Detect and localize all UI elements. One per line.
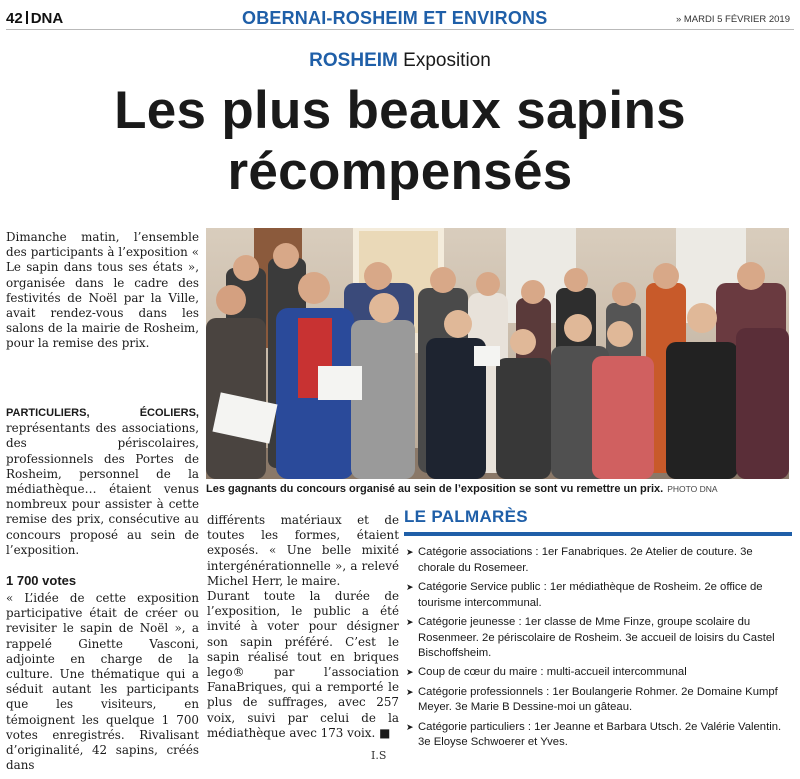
palmares-title: LE PALMARÈS <box>404 507 528 526</box>
palmares-item: ➤ Catégorie professionnels : 1er Boulangerie Rohmer. 2e Domaine Kumpf Meyer. 3e Marie B Dessine-moi un gâteau. <box>406 685 778 714</box>
date-marker-icon: » <box>675 14 682 25</box>
title-line-2: récompensés <box>227 142 573 201</box>
arrow-right-icon: ➤ <box>406 721 414 732</box>
arrow-right-icon: ➤ <box>406 616 414 627</box>
arrow-right-icon: ➤ <box>406 581 414 592</box>
article-kicker <box>0 50 800 72</box>
group-photo-image <box>206 228 789 479</box>
kicker-rubric: Exposition <box>403 50 491 71</box>
newspaper-logo: DNA <box>30 10 64 27</box>
article-paragraph-3: « L’idée de cette exposition participative était de créer ou revisiter le sapin de Noël », a rappelé Ginette Vasconi, adjointe en charge de la culture. Une thématique qui a séduit autant les participants que les visiteurs, en témoignent les quelque 1 700 votes enregistrés. Rivalisant d’originalité, 42 sapins, créés dans <box>6 591 199 773</box>
article-paragraph-3-continued: différents matériaux et de toutes les formes, étaient exposés. « Une belle mixité intergénérationnelle », a relevé Michel Herr, le maire. <box>207 513 399 588</box>
folio-separator <box>26 11 28 24</box>
arrow-right-icon: ➤ <box>406 667 414 678</box>
palmares-item: ➤ Catégorie jeunesse : 1er classe de Mme Finze, groupe scolaire du Rosenmeer. 2e périscolaire de Rosheim. 3e accueil de loisirs du Castel Bischoffsheim. <box>406 615 775 660</box>
section-title: OBERNAI-ROSHEIM ET ENVIRONS <box>242 8 548 28</box>
page-header <box>6 6 794 30</box>
palmares-item: ➤ Coup de cœur du maire : multi-accueil intercommunal <box>404 665 792 681</box>
arrow-right-icon: ➤ <box>406 686 414 697</box>
photo-caption <box>206 483 794 495</box>
author-signature: I.S <box>371 749 387 762</box>
article-paragraph-4: Durant toute la durée de l’exposition, le public a été invité à voter pour désigner son sapin préféré. C’est le sapin réalisé tout en briques lego® par l’association FanaBriques, qui a remporté le plus de suffrages, avec 257 voix, suivi par celui de la médiathèque avec 173 voix. ■ <box>207 589 399 740</box>
arrow-right-icon: ➤ <box>406 547 414 557</box>
article-title <box>0 80 800 202</box>
page-number: 42 <box>6 10 23 27</box>
paragraph-2-text: représentants des associations, des périscolaires, professionnels des Portes de Rosheim, personnel de la médiathèque… étaient venus nombreux pour assister à cette remise des prix, consécutive au concours proposé au sein de l’exposition. <box>6 421 199 557</box>
palmares-item: ➤ Catégorie Service public : 1er médiathèque de Rosheim. 2e office de tourisme intercommunal. <box>406 580 763 609</box>
article-paragraph-2 <box>6 405 199 558</box>
title-line-1: Les plus beaux sapins <box>114 81 686 140</box>
article-subhead: 1 700 votes <box>6 573 77 588</box>
paragraph-caps-lead: PARTICULIERS, ÉCOLIERS, <box>6 407 199 419</box>
caption-text: Les gagnants du concours organisé au sein de l’exposition se sont vu remettre un prix. <box>206 483 664 495</box>
article-column-2 <box>207 513 399 741</box>
group-photo <box>206 228 789 479</box>
palmares-item: ➤ Catégorie associations : 1er Fanabriques. 2e Atelier de couture. 3e chorale du Rosemeer. <box>406 546 753 574</box>
photo-credit: PHOTO DNA <box>667 484 718 494</box>
palmares-box <box>404 507 792 769</box>
edition-date: » MARDI 5 FÉVRIER 2019 <box>675 14 790 25</box>
kicker-place: ROSHEIM <box>309 50 398 71</box>
page-folio <box>6 10 63 27</box>
article-lead: Dimanche matin, l’ensemble des participants à l’exposition « Le sapin dans tous ses états », organisée dans le cadre des festivités de Noël par la Ville, avait rendez-vous dans les salons de la mairie de Rosheim, pour la remise des prix. <box>6 230 199 351</box>
palmares-list <box>404 545 792 751</box>
palmares-rule <box>404 532 792 536</box>
palmares-item: ➤ Catégorie particuliers : 1er Jeanne et Barbara Utsch. 2e Valérie Valentin. 3e Eloyse Schwoerer et Yves. <box>406 720 782 749</box>
